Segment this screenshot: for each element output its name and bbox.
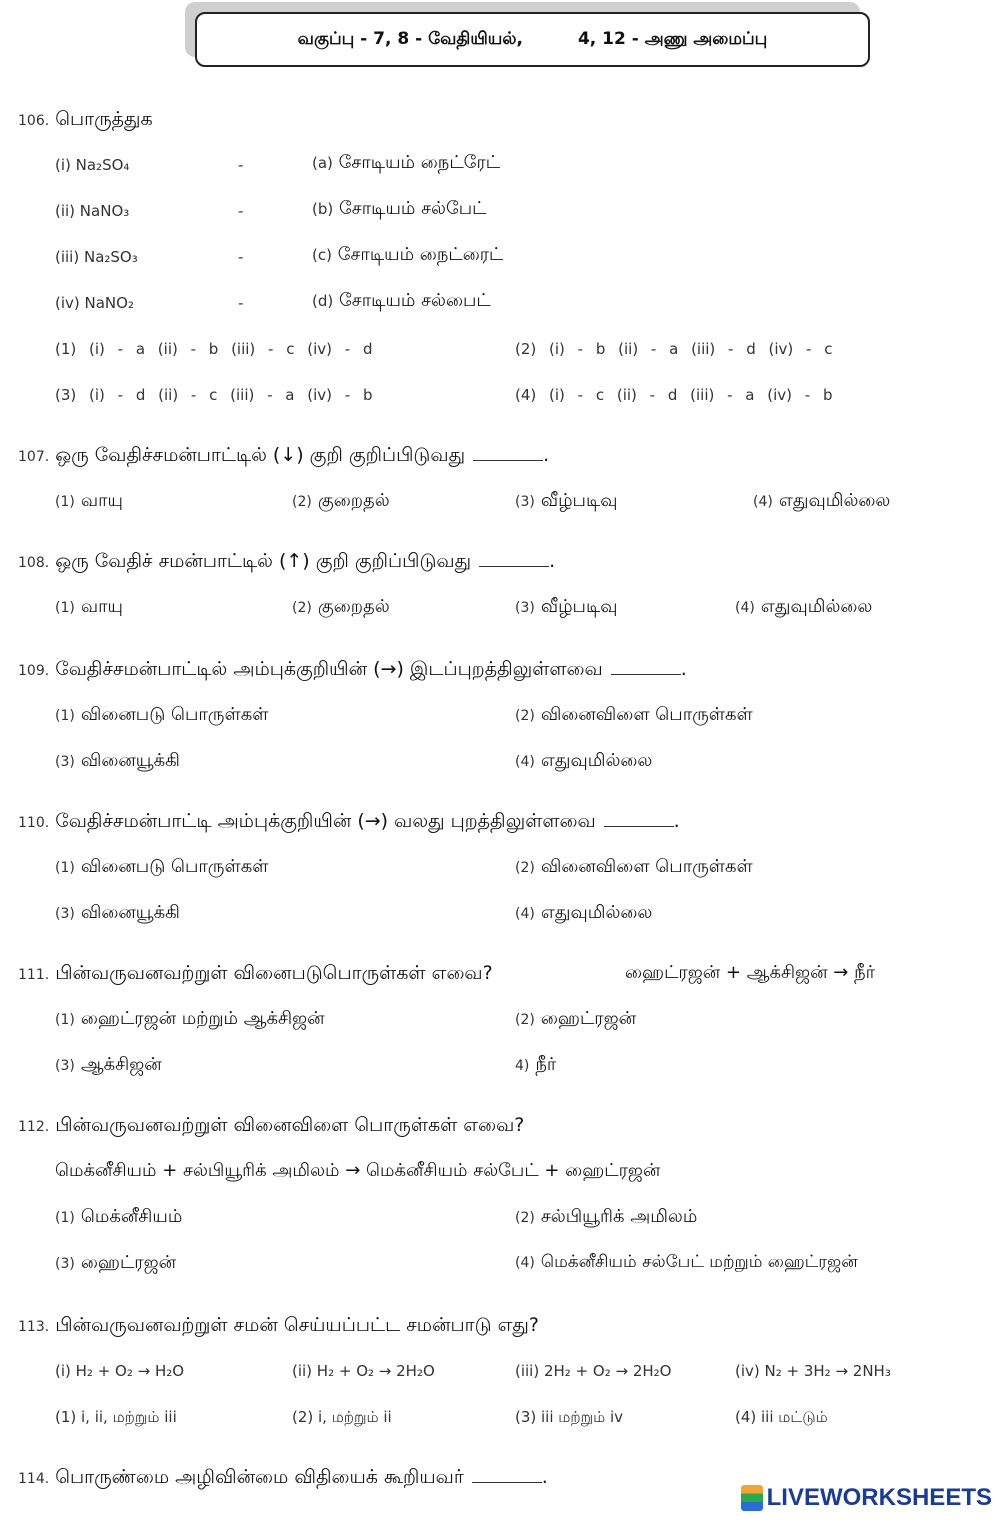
logo-icon xyxy=(741,1485,763,1511)
q112-option-1[interactable]: (1) மெக்னீசியம் xyxy=(55,1206,183,1227)
q113-eq-2: (ii) H₂ + O₂ → 2H₂O xyxy=(292,1362,435,1380)
q111-option-1[interactable]: (1) ஹைட்ரஜன் மற்றும் ஆக்சிஜன் xyxy=(55,1008,325,1029)
q110-option-3[interactable]: (3) வினையூக்கி xyxy=(55,902,180,923)
match-left-1: (i) Na₂SO₄ xyxy=(55,156,130,174)
q111-option-2[interactable]: (2) ஹைட்ரஜன் xyxy=(515,1008,637,1029)
q108-option-4[interactable]: (4) எதுவுமில்லை xyxy=(735,596,873,617)
q108-option-3[interactable]: (3) வீழ்படிவு xyxy=(515,596,618,617)
match-dash-3: - xyxy=(238,248,244,266)
question-106: 106. பொருத்துக xyxy=(18,108,153,130)
match-left-2: (ii) NaNO₃ xyxy=(55,202,130,220)
q113-option-4[interactable]: (4) iii மட்டும் xyxy=(735,1408,828,1426)
question-111: 111. பின்வருவனவற்றுள் வினைபடுபொருள்கள் எவை? xyxy=(18,962,493,984)
q106-option-3[interactable]: (3) (i) - d (ii) - c (iii) - a (iv) - b xyxy=(55,386,373,404)
q111-option-4[interactable]: 4) நீர் xyxy=(515,1054,557,1075)
match-right-1: (a) சோடியம் நைட்ரேட் xyxy=(312,152,501,173)
q111-equation: ஹைட்ரஜன் + ஆக்சிஜன் → நீர் xyxy=(625,962,876,983)
question-109: 109. வேதிச்சமன்பாட்டில் அம்புக்குறியின் (→) இடப்புறத்திலுள்ளவை . xyxy=(18,658,687,680)
q106-option-4[interactable]: (4) (i) - c (ii) - d (iii) - a (iv) - b xyxy=(515,386,833,404)
q108-option-2[interactable]: (2) குறைதல் xyxy=(292,596,390,617)
q109-option-1[interactable]: (1) வினைபடு பொருள்கள் xyxy=(55,704,269,725)
q107-option-1[interactable]: (1) வாயு xyxy=(55,490,123,511)
q113-eq-4: (iv) N₂ + 3H₂ → 2NH₃ xyxy=(735,1362,891,1380)
q113-option-1[interactable]: (1) i, ii, மற்றும் iii xyxy=(55,1408,177,1426)
match-left-4: (iv) NaNO₂ xyxy=(55,294,134,312)
header-part2: 4, 12 - அணு அமைப்பு xyxy=(577,28,768,49)
q109-option-2[interactable]: (2) வினைவிளை பொருள்கள் xyxy=(515,704,753,725)
q106-option-2[interactable]: (2) (i) - b (ii) - a (iii) - d (iv) - c xyxy=(515,340,833,358)
match-dash-2: - xyxy=(238,202,244,220)
question-114: 114. பொருண்மை அழிவின்மை விதியைக் கூறியவர் . xyxy=(18,1466,548,1488)
q113-eq-1: (i) H₂ + O₂ → H₂O xyxy=(55,1362,185,1380)
page-header xyxy=(195,12,870,67)
match-dash-1: - xyxy=(238,156,244,174)
q109-option-4[interactable]: (4) எதுவுமில்லை xyxy=(515,750,653,771)
q113-option-2[interactable]: (2) i, மற்றும் ii xyxy=(292,1408,392,1426)
q107-option-3[interactable]: (3) வீழ்படிவு xyxy=(515,490,618,511)
question-108: 108. ஒரு வேதிச் சமன்பாட்டில் (↑) குறி குறிப்பிடுவது . xyxy=(18,550,556,572)
q112-option-2[interactable]: (2) சல்பியூரிக் அமிலம் xyxy=(515,1206,698,1227)
match-right-4: (d) சோடியம் சல்பைட் xyxy=(312,290,491,311)
q113-eq-3: (iii) 2H₂ + O₂ → 2H₂O xyxy=(515,1362,672,1380)
liveworksheets-logo: LIVEWORKSHEETS xyxy=(741,1484,992,1512)
q112-option-3[interactable]: (3) ஹைட்ரஜன் xyxy=(55,1252,177,1273)
q106-option-1[interactable]: (1) (i) - a (ii) - b (iii) - c (iv) - d xyxy=(55,340,373,358)
q111-option-3[interactable]: (3) ஆக்சிஜன் xyxy=(55,1054,162,1075)
q107-option-2[interactable]: (2) குறைதல் xyxy=(292,490,390,511)
q110-option-1[interactable]: (1) வினைபடு பொருள்கள் xyxy=(55,856,269,877)
answer-blank xyxy=(473,459,543,461)
question-113: 113. பின்வருவனவற்றுள் சமன் செய்யப்பட்ட சமன்பாடு எது? xyxy=(18,1314,539,1336)
q112-option-4[interactable]: (4) மெக்னீசியம் சல்பேட் மற்றும் ஹைட்ரஜன் xyxy=(515,1252,858,1272)
q109-option-3[interactable]: (3) வினையூக்கி xyxy=(55,750,180,771)
q107-option-4[interactable]: (4) எதுவுமில்லை xyxy=(753,490,891,511)
q110-option-2[interactable]: (2) வினைவிளை பொருள்கள் xyxy=(515,856,753,877)
q113-option-3[interactable]: (3) iii மற்றும் iv xyxy=(515,1408,623,1426)
header-part1: வகுப்பு - 7, 8 - வேதியியல், xyxy=(297,28,523,49)
match-right-2: (b) சோடியம் சல்பேட் xyxy=(312,198,487,219)
q110-option-4[interactable]: (4) எதுவுமில்லை xyxy=(515,902,653,923)
match-left-3: (iii) Na₂SO₃ xyxy=(55,248,138,266)
match-right-3: (c) சோடியம் நைட்ரைட் xyxy=(312,244,504,265)
question-107: 107. ஒரு வேதிச்சமன்பாட்டில் (↓) குறி குறிப்பிடுவது . xyxy=(18,444,550,466)
question-110: 110. வேதிச்சமன்பாட்டி அம்புக்குறியின் (→) வலது புறத்திலுள்ளவை . xyxy=(18,810,680,832)
question-112: 112. பின்வருவனவற்றுள் வினைவிளை பொருள்கள் எவை? xyxy=(18,1114,525,1136)
match-dash-4: - xyxy=(238,294,244,312)
q112-equation: மெக்னீசியம் + சல்பியூரிக் அமிலம் → மெக்னீசியம் சல்பேட் + ஹைட்ரஜன் xyxy=(55,1160,661,1181)
q108-option-1[interactable]: (1) வாயு xyxy=(55,596,123,617)
